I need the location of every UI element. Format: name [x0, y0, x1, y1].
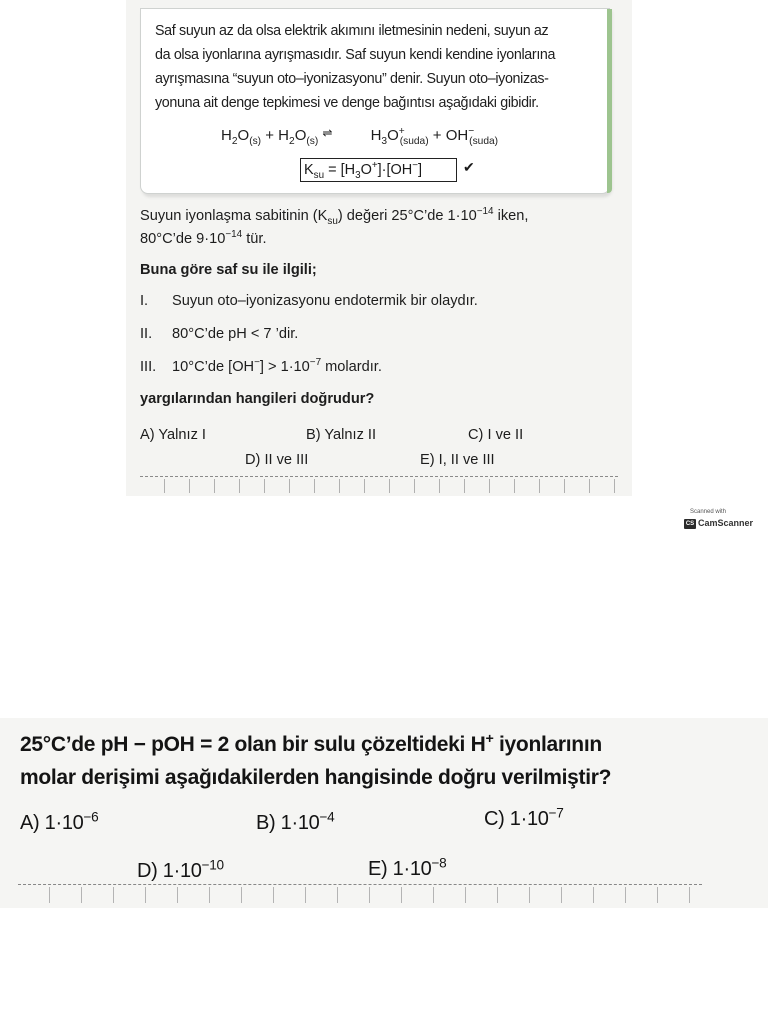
- ksu-expression: $K_{su} = [H_3O^+]\cdot[OH^-]$: [300, 158, 457, 182]
- q2-option-b[interactable]: B) $1\cdot 10^{-4}$: [256, 809, 335, 834]
- camscanner-name: CamScanner: [698, 518, 754, 528]
- q1-stem-line-1: Suyun iyonlaşma sabitinin $(K_{su})$ değeri 25°C’de $1\cdot 10^{-14}$ iken,: [140, 206, 529, 227]
- q2-option-e[interactable]: E) $1\cdot 10^{-8}$: [368, 855, 447, 880]
- info-line-3: ayrışmasına “suyun oto–iyonizasyonu” denir. Suyun oto–iyonizas-: [155, 71, 549, 87]
- info-line-1: Saf suyun az da olsa elektrik akımını iletmesinin nedeni, suyun az: [155, 23, 549, 39]
- info-line-4: yonuna ait denge tepkimesi ve denge bağıntısı aşağıdaki gibidir.: [155, 95, 539, 111]
- q2-stem-line-1: 25°C’de pH − pOH = 2 olan bir sulu çözeltideki H+ iyonlarının: [20, 731, 602, 756]
- camscanner-caption: Scanned with: [690, 509, 727, 515]
- q2-option-a[interactable]: A) $1\cdot 10^{-6}$: [20, 809, 99, 834]
- answer-grid-dashed: [140, 476, 618, 494]
- q2-option-d[interactable]: D) $1\cdot 10^{-10}$: [137, 857, 224, 882]
- q1-option-b[interactable]: B) Yalnız II: [306, 427, 377, 443]
- q1-statement-3: III. 10°C’de $[OH^-] > 1\cdot 10^{-7}$ molardır.: [140, 357, 382, 375]
- camscanner-logo-icon: CS: [685, 521, 695, 527]
- q1-option-c[interactable]: C) I ve II: [468, 427, 524, 443]
- q1-stem-line-2: 80°C’de $9\cdot 10^{-14}$ tür.: [140, 229, 267, 247]
- q2-option-c[interactable]: C) $1\cdot 10^{-7}$: [484, 805, 564, 830]
- q1-option-d[interactable]: D) II ve III: [245, 452, 309, 468]
- pen-tick-mark: ✔: [463, 159, 475, 175]
- q1-statement-1: I. Suyun oto–iyonizasyonu endotermik bir olaydır.: [140, 293, 478, 309]
- q1-statement-2: II. 80°C’de pH < 7 ’dir.: [140, 326, 299, 342]
- q1-option-a[interactable]: A) Yalnız I: [140, 427, 206, 443]
- q1-option-e[interactable]: E) I, II ve III: [420, 452, 495, 468]
- answer-grid-dashed-bottom: [18, 884, 702, 905]
- q1-intro: Buna göre saf su ile ilgili;: [140, 262, 317, 278]
- info-line-2: da olsa iyonlarına ayrışmasıdır. Saf suyun kendi kendine iyonlarına: [155, 47, 556, 63]
- q1-prompt: yargılarından hangileri doğrudur?: [140, 391, 375, 407]
- q2-stem-line-2: molar derişimi aşağıdakilerden hangisinde doğru verilmiştir?: [20, 766, 612, 789]
- equilibrium-equation: $H_2O_{(s)} + H_2O_{(s)}$ ⇌ $H_3O^+_{(suda)} + OH^-_{(suda)}$: [221, 126, 499, 147]
